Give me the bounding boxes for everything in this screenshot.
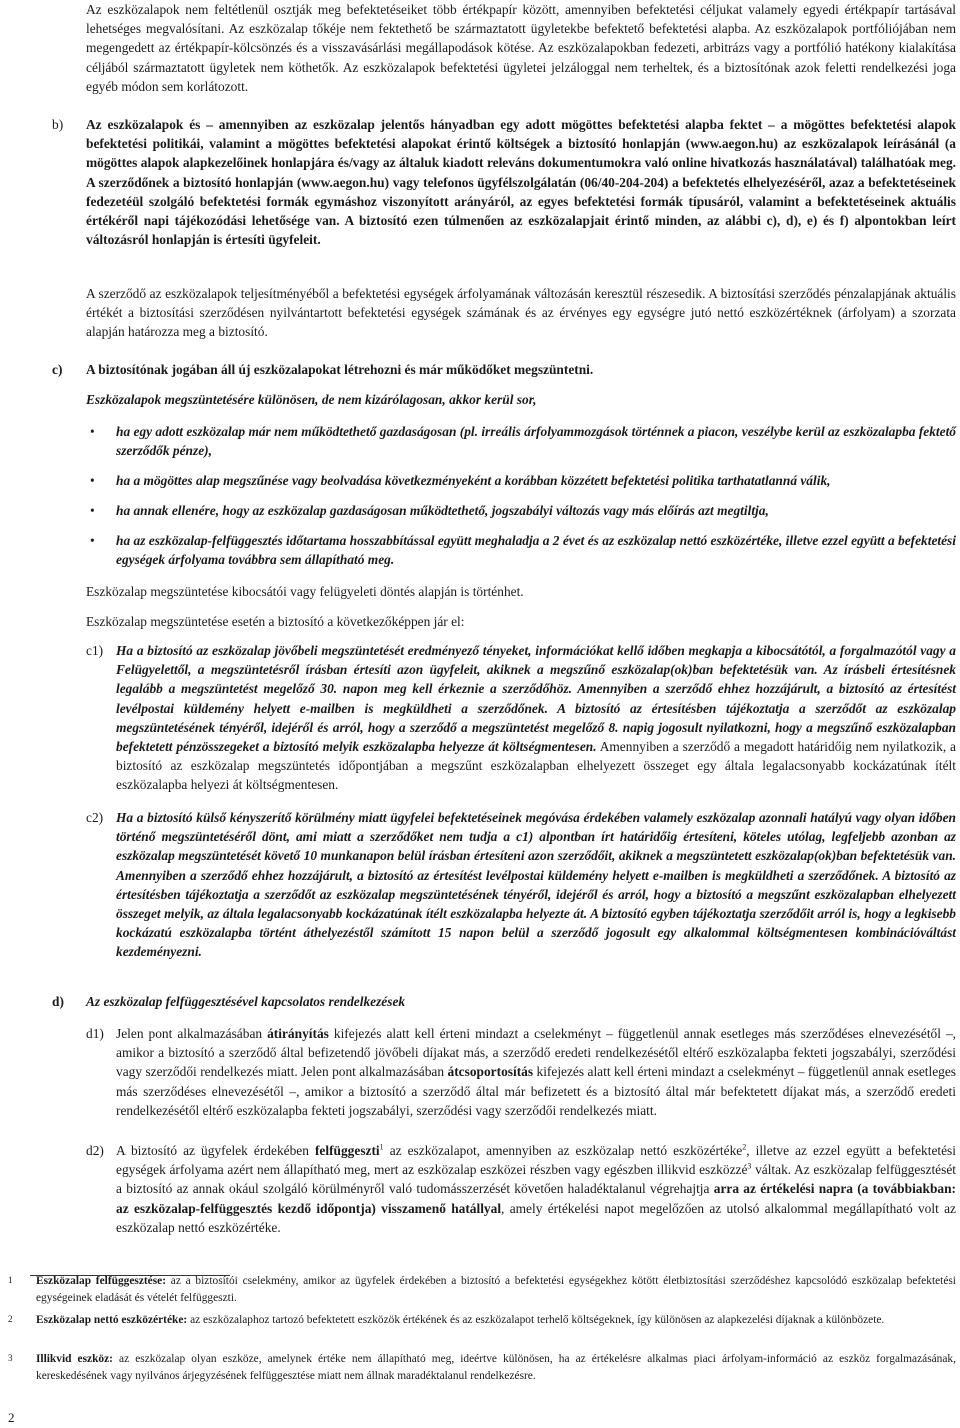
page-number: 2 bbox=[8, 1410, 15, 1425]
c1-italic-text: Ha a biztosító az eszközalap jövőbeli megszüntetését eredményező tényeket, információkat kellő időben megkapja a kibocsátótól, a forgalmazótól vagy a Felügyelettől, a megszüntetésről írásban értesíti azon ügyfeleit, akiknek a megszűnő eszközalap(ok)ban befektetésük van. Az írásbeli értesítésnek legalább a megszüntetést megelőző 30. napon meg kell érkeznie a szerződőhöz. Amennyiben a szerződő ehhez hozzájárult, a biztosító az értesítést levélpostai küldemény helyett e-mailben is megküldheti a szerződőnek. A biztosító az értesítésben tájékoztatja a szerződőt az eszközalap megszüntetésének tényéről, idejéről és arról, hogy a szerződő a megszüntetést megelőző 8. napig jogosult nyilatkozni, hogy a megszűnő eszközalapban befektetett pénzösszegeket a biztosító melyik eszközalapba helyezze át költségmentesen. bbox=[116, 643, 956, 755]
footnote-ref-2: 2 bbox=[742, 1142, 747, 1152]
d2-text-1: A biztosító az ügyfelek érdekében bbox=[116, 1143, 309, 1158]
footnote-ref-3: 3 bbox=[747, 1161, 752, 1171]
section-b-bold-paragraph: Az eszközalapok és – amennyiben az eszközalap jelentős hányadban egy adott mögöttes befektetési alapba fektet – a mögöttes befektetési alapok befektetési politikái, valamint a mögöttes befektetési alapokat érintő költségek a biztosító honlapján (www.aegon.hu) az eszközalapok leírásánál (a mögöttes alapok alapkezelőinek honlapjára és/vagy az általuk kiadott releváns dokumentumokra való online hivatkozás használatával) találhatóak meg. A szerződőnek a biztosító honlapján (www.aegon.hu) vagy telefonos ügyfélszolgálatán (06/40-204-204) a befektetés elhelyezéséről, azaz a befektetéseinek fedezetéül szolgáló befektetési formák egymáshoz viszonyított arányáról, az egyes befektetési formák típusáról, valamint a befektetéseinek aktuális értékéről napi tájékozódási lehetősége van. A biztosító ezen túlmenően az eszközalapjait érintő minden, az alábbi c), d), e) és f) alpontokban leírt változásról honlapján is értesíti ügyfeleit. bbox=[86, 117, 956, 248]
section-c-para1: Eszközalap megszüntetése kibocsátói vagy felügyeleti döntés alapján is történhet. bbox=[86, 584, 524, 599]
d1-text-2: kifejezés alatt kell érteni mindazt a cselekményt – függetlenül annak esetleges más szerződéses elnevezésétől –, amikor a biztosító a szerződő által befizetendő jövőbeli díjakat más, a szerződő eredeti rendelkezésétől eltérő eszközalapba fekteti jogszabályi, szerződési vagy szerződői rendelkezés miatt. Jelen pont alkalmazásában bbox=[116, 1026, 957, 1080]
section-c-para2: Eszközalap megszüntetése esetén a biztosító a következőképpen jár el: bbox=[86, 614, 465, 629]
footnote-2-text: az eszközalaphoz tartozó befektetett eszközök értékének és az eszközalapot terhelő költségeknek, így különösen az alapkezelési díjaknak a különbözete. bbox=[190, 1314, 885, 1326]
footnote-3 bbox=[36, 1351, 956, 1384]
c1-paragraph bbox=[116, 641, 956, 795]
d2-text-4: váltak. Az eszközalap felfüggesztését a biztosító az annak okául szolgáló körülményről való tudomásszerzését követően haladéktalanul végrehajtja bbox=[116, 1162, 957, 1197]
section-d-heading: Az eszközalap felfüggesztésével kapcsolatos rendelkezések bbox=[86, 994, 406, 1009]
c1-plain-text: Amennyiben a szerződő a megadott határidőig nem nyilatkozik, a biztosító az eszközalap megszüntetés időpontjában a megszűnt eszközalapban elhelyezett összeget egy általa legalacsonyabb kockázatúnak ítélt eszközalapba helyezi át költségmentesen. bbox=[116, 739, 957, 793]
bullet-4: ha az eszközalap-felfüggesztés időtartama hosszabbítással együtt meghaladja a 2 évet és az eszközalap nettó eszközértéke, illetve ezzel együtt a befektetési egységek árfolyama továbbra sem állapítható meg. bbox=[116, 533, 956, 568]
bullet-3: ha annak ellenére, hogy az eszközalap gazdaságosan működtethető, jogszabályi változás vagy más előírás azt megtiltja, bbox=[116, 503, 769, 518]
footnote-2-number: 2 bbox=[8, 1314, 13, 1324]
d2-text-3: , illetve az ezzel együtt a befektetési egységek árfolyama azért nem állapítható meg, mert az eszközalap eszközei részben vagy egészben illikvid eszközzé bbox=[116, 1143, 956, 1178]
d2-term-felfuggeszti: felfüggeszti bbox=[314, 1143, 380, 1158]
intro-paragraph: Az eszközalapok nem feltétlenül osztják meg befektetéseiket több értékpapír között, amennyiben befektetési céljukat valamely egyedi értékpapír tartásával lehetséges megvalósítani. Az eszközalap tőkéje nem fektethető be származtatott ügyletekbe befektető befektetési alapba. Az eszközalapok portfóliójában nem megengedett az értékpapír-kölcsönzés és a visszavásárlási megállapodások kötése. Az eszközalapokban fedezeti, arbitrázs vagy a portfólió hatékony kialakítása céljából származtatott ügyletek nem köthetők. Az eszközalapok befektetési ügyletei jelzáloggal nem terheltek, és a biztosítónak azok feletti rendelkezési joga egyéb módon sem korlátozott. bbox=[86, 2, 956, 94]
bullet-1: ha egy adott eszközalap már nem működtethető gazdaságosan (pl. irreális árfolyammozgások történnek a piacon, veszélybe kerül az eszközalapba fektető szerződők pénze), bbox=[116, 424, 956, 459]
d1-text-1: Jelen pont alkalmazásában bbox=[116, 1026, 263, 1041]
bullet-3-dot: • bbox=[90, 503, 95, 518]
bullet-2-dot: • bbox=[90, 473, 95, 488]
d1-label: d1) bbox=[86, 1026, 104, 1041]
footnote-1-number: 1 bbox=[8, 1275, 13, 1285]
d1-paragraph bbox=[116, 1024, 956, 1120]
d2-paragraph bbox=[116, 1141, 956, 1237]
footnote-2-term: Eszközalap nettó eszközértéke: bbox=[36, 1314, 188, 1326]
footnote-1-term: Eszközalap felfüggesztése: bbox=[36, 1275, 167, 1287]
d1-text-3: kifejezés alatt kell érteni mindazt a cselekményt – függetlenül annak esetleges más szerződéses elnevezésétől –, amikor a biztosító a szerződő által már befizetett és a biztosító által már befektetett díjakat más, a szerződő eredeti rendelkezésétől eltérő eszközalapba fekteti jogszabályi, szerződési vagy szerződői rendelkezés miatt. bbox=[116, 1064, 956, 1118]
footnote-1 bbox=[36, 1273, 956, 1306]
bullet-2: ha a mögöttes alap megszűnése vagy beolvadása következményeként a korábban közzétett befektetési politika tarthatatlanná válik, bbox=[116, 473, 831, 488]
d2-text-2: az eszközalapot, amennyiben az eszközalap nettó eszközértéke bbox=[389, 1143, 743, 1158]
d2-label: d2) bbox=[86, 1143, 104, 1158]
footnote-ref-1: 1 bbox=[379, 1142, 384, 1152]
d1-term-atcsoportositas: átcsoportosítás bbox=[447, 1064, 534, 1080]
footnote-2 bbox=[36, 1312, 956, 1329]
section-d-label: d) bbox=[52, 994, 64, 1009]
section-c-intro: Eszközalapok megszüntetésére különösen, de nem kizárólagosan, akkor kerül sor, bbox=[86, 392, 537, 407]
footnote-3-text: az eszközalap olyan eszköze, amelynek értéke nem állapítható meg, ideértve különösen, ha az értékelésre alkalmas piaci árfolyam-információ az eszköz forgalmazásának, kereskedésének vagy nyilvános árjegyzésének felfüggesztése miatt nem állnak maradéktalanul rendelkezésre. bbox=[36, 1353, 956, 1382]
bullet-4-dot: • bbox=[90, 533, 95, 548]
section-c-label: c) bbox=[52, 362, 63, 377]
d2-text-5: , amely értékelési napot megelőzően az utolsó alkalommal megállapítható volt az eszközalap nettó eszközértéke. bbox=[116, 1200, 956, 1235]
d2-bold-text: arra az értékelési napra (a továbbiakban: az eszközalap-felfüggesztés kezdő időpontja) visszamenő hatállyal bbox=[116, 1181, 956, 1216]
c2-paragraph: Ha a biztosító külső kényszerítő körülmény miatt ügyfelei befektetéseinek megóvása érdekében valamely eszközalap azonnali hatályú vagy olyan időben történő megszüntetéséről dönt, ami miatt a szerződőket nem tudja a c1) alpontban írt határidőig értesíteni, köteles utólag, legfeljebb azonban az eszközalap megszüntetését követő 10 munkanapon belül írásban értesíteni azon szerződőit, akiknek a megszüntetett eszközalap(ok)ban befektetésük van. Amennyiben a szerződő ehhez hozzájárult, a biztosító az értesítést levélpostai küldemény helyett e-mailben is megküldheti a szerződőnek. A biztosító az értesítésben tájékoztatja a szerződőt az eszközalap megszüntetésének tényéről, idejéről és arról, hogy a biztosító a megszűnt eszközalapban elhelyezett összeget melyik, az általa legalacsonyabb kockázatúnak ítélt eszközalapba helyezte át. A biztosító egyben tájékoztatja szerződőit arról is, hogy a legkisebb kockázatú eszközalapba történt áthelyezéstől számított 15 napon belül a szerződő jogosult egy alkalommal költségmentesen kombinációváltást kezdeményezni. bbox=[116, 810, 956, 960]
section-b-label: b) bbox=[52, 117, 64, 132]
section-b-paragraph: A szerződő az eszközalapok teljesítményéből a befektetési egységek árfolyamának változásán keresztül részesedik. A biztosítási szerződés pénzalapjának aktuális értékét a biztosítási szerződésen nyilvántartott befektetési egységek számának és az érvényes egy egységre jutó nettó eszközértéknek (árfolyam) a szorzata alapján határozza meg a biztosító. bbox=[86, 286, 956, 340]
footnote-3-term: Illikvid eszköz: bbox=[36, 1353, 113, 1365]
footnote-3-number: 3 bbox=[8, 1353, 13, 1363]
bullet-1-dot: • bbox=[90, 424, 95, 439]
c1-label: c1) bbox=[86, 643, 104, 658]
d1-term-atiranyitas: átirányítás bbox=[267, 1026, 329, 1041]
section-c-heading: A biztosítónak jogában áll új eszközalapokat létrehozni és már működőket megszüntetni. bbox=[86, 362, 594, 377]
footnote-1-text: az a biztosítói cselekmény, amikor az ügyfelek érdekében a biztosító a befektetési egységekhez kötött életbiztosítási szerződéshez kapcsolódó eszközalap befektetési egységeinek eladását és vételét felfüggeszti. bbox=[36, 1275, 956, 1304]
c2-label: c2) bbox=[86, 810, 104, 825]
